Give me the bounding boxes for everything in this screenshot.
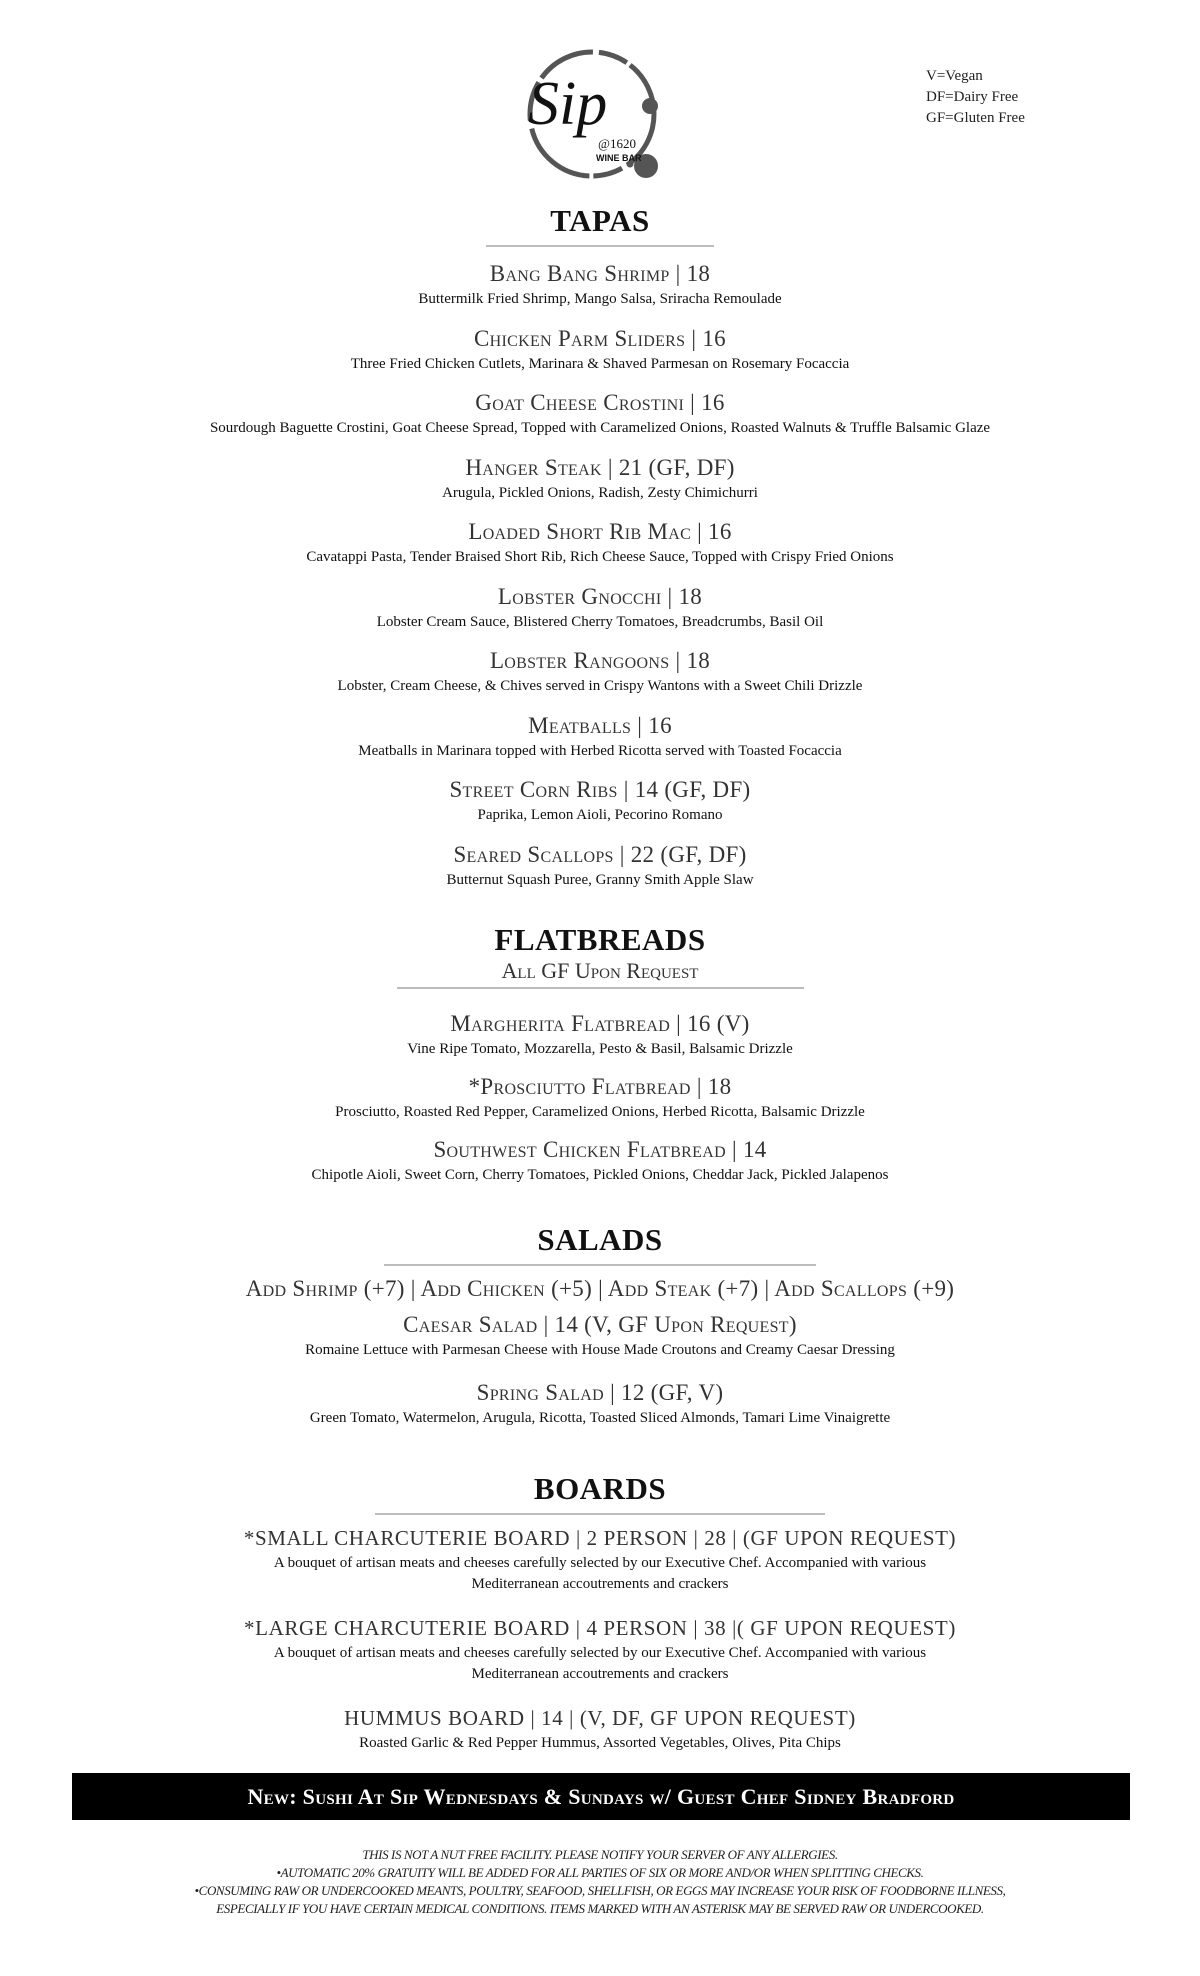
menu-item-title: Seared Scallops | 22 (GF, DF) [453, 841, 747, 867]
menu-item-title: Lobster Rangoons | 18 [489, 648, 711, 673]
divider [375, 1513, 825, 1515]
menu-item [0, 453, 1200, 518]
menu-item [0, 517, 1200, 582]
menu-item-description: Green Tomato, Watermelon, Arugula, Ricotta, Toasted Sliced Almonds, Tamari Lime Vinaigrette [309, 1410, 891, 1426]
menu-item-title: Goat Cheese Crostini | 16 [475, 390, 725, 415]
menu-item-description: Buttermilk Fried Shrimp, Mango Salsa, Sriracha Remoulade [418, 291, 782, 307]
menu-item [0, 775, 1200, 840]
footer-line: •AUTOMATIC 20% GRATUITY WILL BE ADDED FOR ALL PARTIES OF SIX OR MORE AND/OR WHEN SPLITTING CHECKS. [276, 1865, 924, 1880]
menu-item-description: Arugula, Pickled Onions, Radish, Zesty Chimichurri [442, 484, 758, 501]
sip-logo [510, 36, 690, 196]
menu-item [0, 711, 1200, 776]
footer-disclaimer [0, 1846, 1200, 1918]
menu-item-title: Bang Bang Shrimp | 18 [489, 261, 711, 286]
legend-dairy-free: DF=Dairy Free [926, 89, 1019, 105]
menu-item-description: Lobster, Cream Cheese, & Chives served in Crispy Wantons with a Sweet Chili Drizzle [337, 678, 863, 694]
menu-item-description: Vine Ripe Tomato, Mozzarella, Pesto & Basil, Balsamic Drizzle [407, 1041, 793, 1057]
menu-item-description: Prosciutto, Roasted Red Pepper, Caramelized Onions, Herbed Ricotta, Balsamic Drizzle [335, 1104, 865, 1120]
section-title: TAPAS [550, 203, 650, 238]
divider [486, 245, 714, 247]
menu-item [0, 259, 1200, 324]
svg-text:Sip: Sip [528, 70, 608, 138]
menu-item [0, 1135, 1200, 1198]
menu-item-title: Lobster Gnocchi | 18 [497, 583, 703, 609]
menu-item-title: Southwest Chicken Flatbread | 14 [433, 1137, 767, 1162]
footer-line: THIS IS NOT A NUT FREE FACILITY. PLEASE NOTIFY YOUR SERVER OF ANY ALLERGIES. [362, 1847, 838, 1862]
menu-item-description: Chipotle Aioli, Sweet Corn, Cherry Tomatoes, Pickled Onions, Cheddar Jack, Pickled Jalapenos [311, 1167, 889, 1183]
menu-item-title: *SMALL CHARCUTERIE BOARD | 2 PERSON | 28 | (GF UPON REQUEST) [243, 1526, 957, 1550]
menu-item-description: Lobster Cream Sauce, Blistered Cherry Tomatoes, Breadcrumbs, Basil Oil [376, 613, 824, 630]
menu-item-title: Meatballs | 16 [528, 712, 672, 738]
menu-item-description: A bouquet of artisan meats and cheeses carefully selected by our Executive Chef. Accompanied with various Mediterranean accoutrements and crackers [273, 1555, 927, 1592]
menu-item-title: *LARGE CHARCUTERIE BOARD | 4 PERSON | 38 |( GF UPON REQUEST) [244, 1616, 956, 1640]
menu-item [0, 324, 1200, 389]
divider [397, 987, 804, 989]
menu-item [0, 1072, 1200, 1135]
tapas-section [0, 203, 1200, 904]
menu-item [0, 388, 1200, 453]
section-subtitle: All GF Upon Request [501, 958, 699, 983]
menu-item [0, 646, 1200, 711]
menu-item-title: Street Corn Ribs | 14 (GF, DF) [449, 777, 751, 802]
salads-section [0, 1222, 1200, 1446]
section-title: BOARDS [533, 1471, 667, 1506]
footer-line: ESPECIALLY IF YOU HAVE CERTAIN MEDICAL CONDITIONS. ITEMS MARKED WITH AN ASTERISK MAY BE SERVED RAW OR UNDERCOOKED. [216, 1901, 984, 1916]
legend-vegan: V=Vegan [926, 68, 983, 84]
menu-item [0, 1009, 1200, 1072]
menu-item-description: Butternut Squash Puree, Granny Smith Apple Slaw [446, 871, 754, 888]
menu-item [0, 1378, 1200, 1446]
divider [384, 1264, 816, 1266]
sushi-promo-banner: New: Sushi At Sip Wednesdays & Sundays w/ Guest Chef Sidney Bradford [72, 1773, 1130, 1820]
menu-item-title: Margherita Flatbread | 16 (V) [450, 1011, 750, 1036]
menu-item-title: Hanger Steak | 21 (GF, DF) [465, 454, 735, 480]
menu-item-description: A bouquet of artisan meats and cheeses carefully selected by our Executive Chef. Accompanied with various Mediterranean accoutrements and crackers [273, 1645, 927, 1682]
menu-item-description: Paprika, Lemon Aioli, Pecorino Romano [477, 807, 723, 823]
menu-item-title: Spring Salad | 12 (GF, V) [476, 1380, 724, 1405]
section-title: SALADS [537, 1222, 663, 1257]
svg-text:WINE BAR: WINE BAR [596, 153, 642, 163]
legend-gluten-free: GF=Gluten Free [926, 110, 1025, 126]
svg-text:@1620: @1620 [598, 136, 636, 151]
menu-item-title: *Prosciutto Flatbread | 18 [468, 1074, 732, 1099]
menu-item-description: Meatballs in Marinara topped with Herbed Ricotta served with Toasted Focaccia [358, 742, 842, 759]
menu-item-description: Three Fried Chicken Cutlets, Marinara & Shaved Parmesan on Rosemary Focaccia [350, 355, 850, 372]
menu-item-title: Chicken Parm Sliders | 16 [474, 325, 726, 351]
menu-item-description: Sourdough Baguette Crostini, Goat Cheese Spread, Topped with Caramelized Onions, Roasted Walnuts & Truffle Balsamic Glaze [209, 420, 991, 436]
menu-item-description: Romaine Lettuce with Parmesan Cheese with House Made Croutons and Creamy Caesar Dressing [305, 1342, 895, 1358]
dietary-legend [926, 66, 1025, 129]
menu-item-title: HUMMUS BOARD | 14 | (V, DF, GF UPON REQUEST) [344, 1706, 856, 1730]
menu-item [0, 1523, 1200, 1613]
menu-item [0, 1310, 1200, 1378]
flatbreads-section [0, 922, 1200, 1198]
menu-item [0, 840, 1200, 905]
salad-addons: Add Shrimp (+7) | Add Chicken (+5) | Add Steak (+7) | Add Scallops (+9) [245, 1276, 955, 1301]
menu-item [0, 1613, 1200, 1703]
menu-item-title: Loaded Short Rib Mac | 16 [468, 519, 732, 544]
menu-item-description: Roasted Garlic & Red Pepper Hummus, Assorted Vegetables, Olives, Pita Chips [359, 1735, 841, 1751]
footer-line: •CONSUMING RAW OR UNDERCOOKED MEANTS, POULTRY, SEAFOOD, SHELLFISH, OR EGGS MAY INCREASE YOUR RISK OF FOODBORNE ILLNESS, [194, 1883, 1006, 1898]
menu-item-description: Cavatappi Pasta, Tender Braised Short Rib, Rich Cheese Sauce, Topped with Crispy Fried Onions [306, 549, 894, 565]
menu-item-title: Caesar Salad | 14 (V, GF Upon Request) [403, 1312, 797, 1337]
menu-item [0, 582, 1200, 647]
boards-section [0, 1471, 1200, 1793]
section-title: FLATBREADS [494, 922, 706, 957]
